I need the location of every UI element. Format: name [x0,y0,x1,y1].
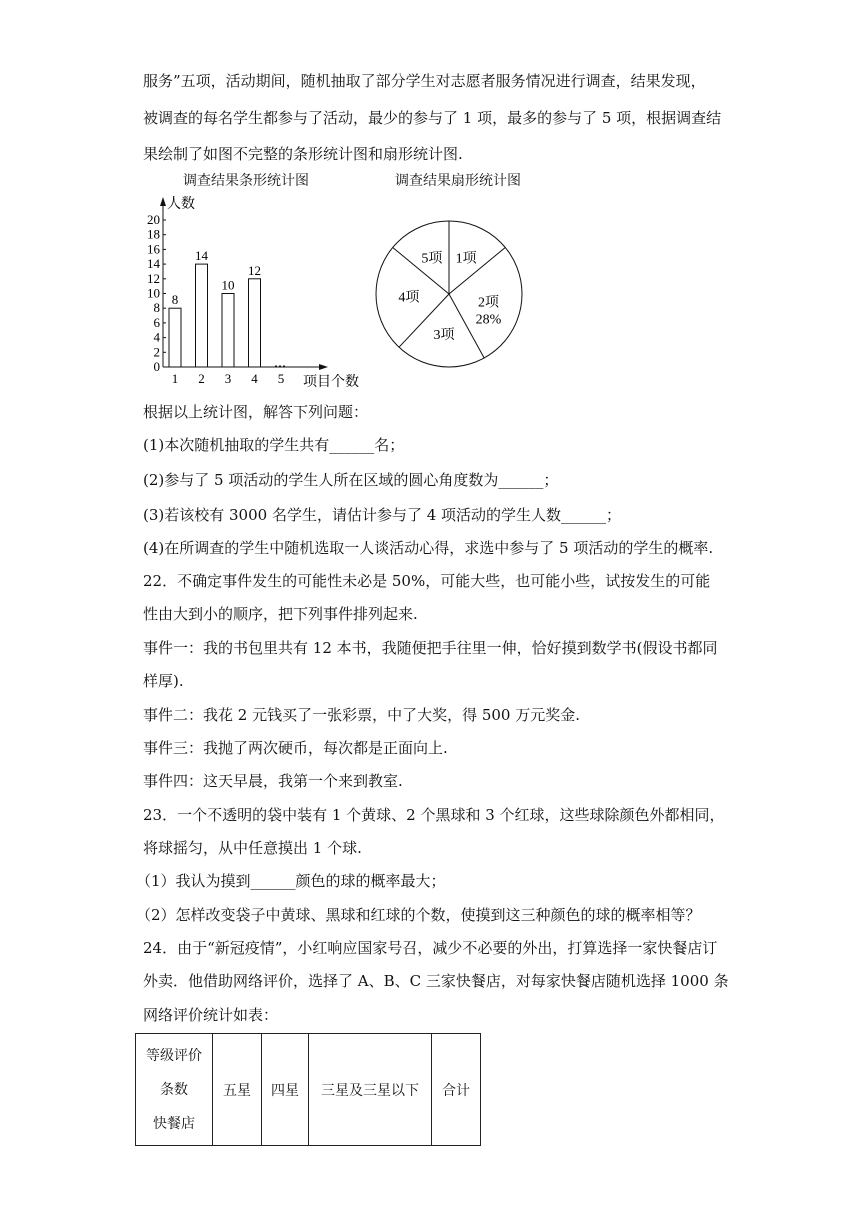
event-1-line-2: 样厚). [143,672,184,690]
bar-value-label: 14 [195,248,208,264]
y-tick-label: 10 [147,285,160,301]
x-tick-label: 1 [171,371,179,386]
event-2: 事件二：我花 2 元钱买了一张彩票，中了大奖，得 500 万元奖金. [143,706,581,724]
table-header-count: 条数 [160,1081,188,1098]
question-intro: 根据以上统计图，解答下列问题： [143,403,369,421]
bar-chart-title: 调查结果条形统计图 [183,173,309,189]
bar [222,294,234,368]
x-tick-label: 3 [224,371,232,386]
pie-chart [365,190,535,370]
event-1-line-1: 事件一：我的书包里共有 12 本书，我随便把手往里一伸，恰好摸到数学书(假设书都同 [143,639,718,657]
y-tick-label: 16 [147,241,160,257]
pie-slice-label: 4项 [398,290,420,306]
intro-line-2: 被调查的每名学生都参与了活动，最少的参与了 1 项，最多的参与了 5 项，根据调查结 [143,109,722,127]
x-tick-label: 2 [198,371,205,386]
q23-line-1: 23．一个不透明的袋中装有 1 个黄球、2 个黑球和 3 个红球，这些球除颜色外都相同， [143,806,725,824]
bar-value-label: 8 [171,292,179,308]
pie-slice-label: 2项 [477,295,499,311]
x-tick-label: 4 [251,371,258,386]
y-tick-label: 12 [147,270,160,286]
y-tick-label: 18 [147,226,160,242]
intro-line-1: 服务”五项，活动期间，随机抽取了部分学生对志愿者服务情况进行调查，结果发现， [143,72,706,90]
q23-sub-2: （2）怎样改变袋子中黄球、黑球和红球的个数，使摸到这三种颜色的球的概率相等？ [136,906,701,924]
pie-chart-title: 调查结果扇形统计图 [395,173,521,189]
pie-slice-label: 1项 [455,251,477,267]
question-1: (1)本次随机抽取的学生共有______名； [143,436,405,454]
y-tick-label: 2 [153,344,160,360]
question-2: (2)参与了 5 项活动的学生人所在区域的圆心角度数为______； [143,471,559,489]
q24-line-2: 外卖．他借助网络评价，选择了 A、B、C 三家快餐店，对每家快餐店随机选择 1000 条 [143,972,729,990]
y-axis-label: 人数 [167,197,195,212]
q22-line-1: 22．不确定事件发生的可能性未必是 50%，可能大些，也可能小些，试按发生的可能 [143,572,711,590]
bar [169,308,181,367]
pie-slice-label: 5项 [421,251,443,267]
y-tick-label: 14 [147,256,160,272]
pie-slice-label: 3项 [433,327,455,343]
bar-value-label: 12 [248,262,261,278]
y-tick-label: 8 [153,300,160,316]
x-tick-label: 5 [277,371,285,386]
intro-line-3: 果绘制了如图不完整的条形统计图和扇形统计图. [143,145,463,163]
table-col-total: 合计 [432,1034,481,1146]
event-3: 事件三：我抛了两次硬币，每次都是正面向上. [143,739,448,757]
bar [249,279,261,367]
q23-sub-1: （1）我认为摸到______颜色的球的概率最大； [136,872,446,890]
bar-chart [135,192,375,392]
table-header-shop: 快餐店 [153,1115,195,1132]
table-col-four-star: 四星 [262,1034,309,1146]
event-4: 事件四：这天早晨，我第一个来到教室. [143,772,403,790]
rating-table [135,1033,481,1146]
table-header-rating: 等级评价 [146,1047,202,1064]
table-col-five-star: 五星 [213,1034,262,1146]
table-header-diag [136,1034,213,1146]
q22-line-2: 性由大到小的顺序，把下列事件排列起来. [143,605,418,623]
bar [196,264,208,367]
y-tick-label: 0 [153,359,160,374]
x-axis-arrow [319,364,328,370]
q24-line-1: 24．由于“新冠疫情”，小红响应国家号召，减少不必要的外出，打算选择一家快餐店订 [143,939,718,957]
y-tick-label: 6 [153,314,160,330]
question-4: (4)在所调查的学生中随机选取一人谈活动心得，求选中参与了 5 项活动的学生的概率. [143,539,714,557]
q24-line-3: 网络评价统计如表： [143,1006,279,1024]
q23-line-2: 将球摇匀，从中任意摸出 1 个球. [143,839,362,857]
x-axis-label: 项目个数 [303,375,359,390]
y-axis-arrow [160,197,166,206]
pie-slice-percent: 28% [475,312,502,328]
table-col-three-star-below: 三星及三星以下 [309,1034,432,1146]
question-3: (3)若该校有 3000 名学生，请估计参与了 4 项活动的学生人数______； [143,506,622,524]
y-tick-label: 4 [153,329,160,345]
bar-value-label: 10 [221,277,235,293]
y-tick-label: 20 [147,212,160,227]
